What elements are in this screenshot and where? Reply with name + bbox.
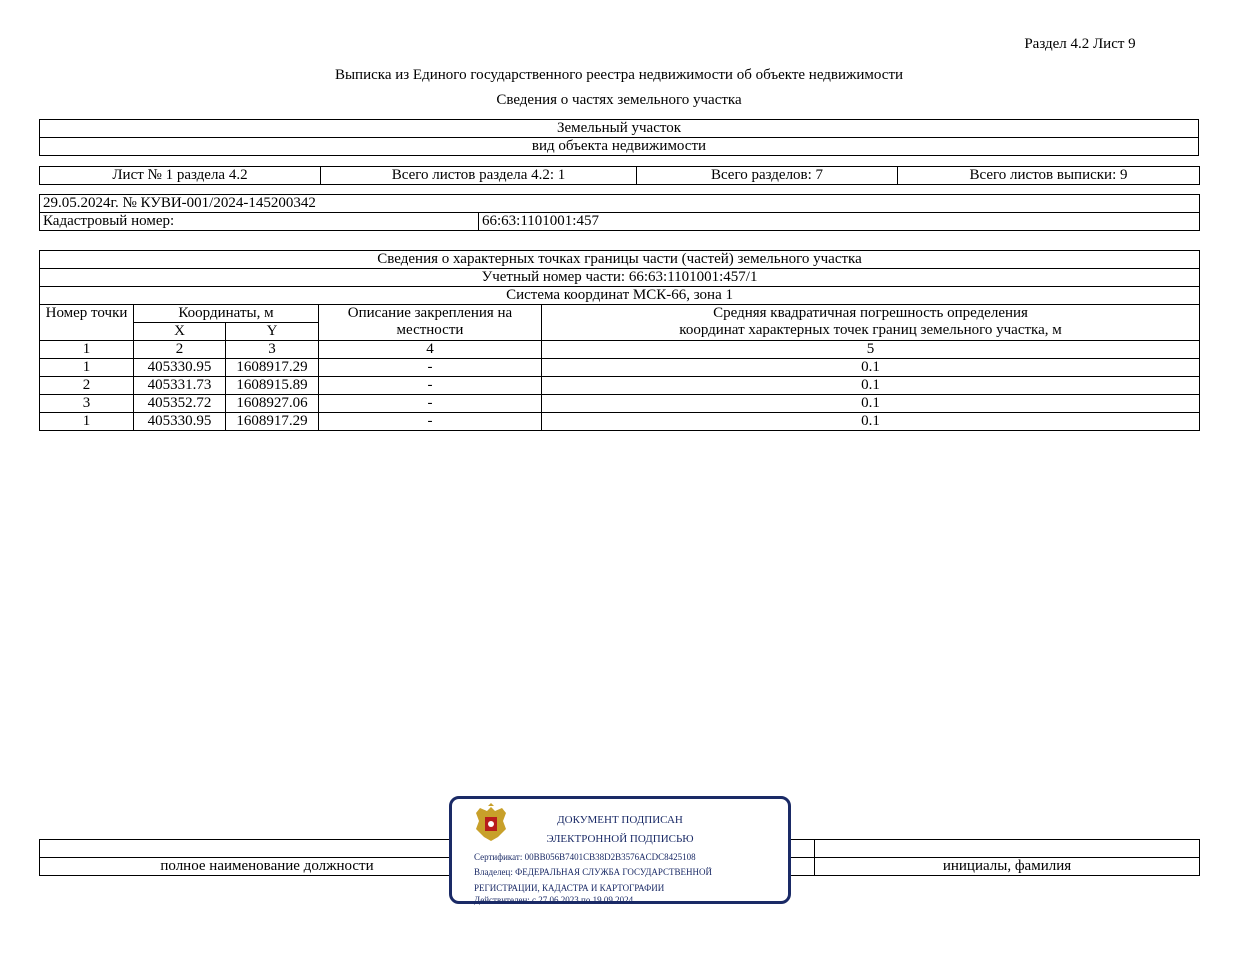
stamp-certificate: Сертификат: 00BB056B7401CB38D2B3576ACDC8425108 (474, 852, 696, 862)
stamp-owner-l1: Владелец: ФЕДЕРАЛЬНАЯ СЛУЖБА ГОСУДАРСТВЕННОЙ (474, 867, 713, 877)
section-sheet-label: Раздел 4.2 Лист 9 (1024, 36, 1136, 52)
cadastral-label: Кадастровый номер: (40, 213, 479, 231)
stamp-valid: Действителен: с 27.06.2023 по 19.09.2024 (474, 895, 634, 905)
col-number: 4 (319, 341, 542, 359)
description: - (319, 413, 542, 431)
header-y: Y (226, 323, 319, 341)
coord-system: Система координат МСК-66, зона 1 (40, 287, 1200, 305)
total-sheets: Всего листов выписки: 9 (898, 167, 1200, 185)
coord-y: 1608917.29 (226, 359, 319, 377)
table-row (40, 395, 1200, 413)
coord-x: 405330.95 (134, 413, 226, 431)
header-description-l1: Описание закрепления на (347, 305, 513, 321)
point-number: 1 (40, 413, 134, 431)
name-label: инициалы, фамилия (815, 858, 1200, 876)
header-point: Номер точки (40, 305, 134, 341)
part-number: Учетный номер части: 66:63:1101001:457/1 (40, 269, 1200, 287)
error-value: 0.1 (542, 413, 1200, 431)
doc-info-table (39, 194, 1200, 231)
header-description-l2: местности (396, 322, 464, 338)
stamp-line2: ЭЛЕКТРОННОЙ ПОДПИСЬЮ (546, 833, 694, 845)
table-row (40, 377, 1200, 395)
error-value: 0.1 (542, 395, 1200, 413)
header-error-l1: Средняя квадратичная погрешность определения (713, 305, 1028, 321)
header-coords: Координаты, м (134, 305, 319, 323)
signature-blank (40, 840, 495, 858)
header-x: X (134, 323, 226, 341)
cadastral-value: 66:63:1101001:457 (479, 213, 1200, 231)
col-number: 1 (40, 341, 134, 359)
total-sections: Всего разделов: 7 (637, 167, 898, 185)
object-type-table (39, 119, 1199, 156)
object-type-label: вид объекта недвижимости (40, 138, 1199, 156)
point-number: 3 (40, 395, 134, 413)
coord-x: 405331.73 (134, 377, 226, 395)
description: - (319, 377, 542, 395)
object-type-value: Земельный участок (40, 120, 1199, 138)
error-value: 0.1 (542, 359, 1200, 377)
electronic-signature-stamp (449, 796, 791, 904)
coord-x: 405330.95 (134, 359, 226, 377)
col-number: 3 (226, 341, 319, 359)
table-row (40, 359, 1200, 377)
header-error (542, 305, 1200, 341)
points-table (39, 250, 1200, 431)
document-subtitle: Сведения о частях земельного участка (496, 92, 742, 108)
header-description (319, 305, 542, 341)
coord-x: 405352.72 (134, 395, 226, 413)
table-row (40, 413, 1200, 431)
signature-blank (815, 840, 1200, 858)
point-number: 1 (40, 359, 134, 377)
col-number: 2 (134, 341, 226, 359)
stamp-line1: ДОКУМЕНТ ПОДПИСАН (557, 814, 683, 826)
sheet-number: Лист № 1 раздела 4.2 (40, 167, 321, 185)
date-number: 29.05.2024г. № КУВИ-001/2024-145200342 (40, 195, 1200, 213)
position-label: полное наименование должности (40, 858, 495, 876)
stamp-owner-l2: РЕГИСТРАЦИИ, КАДАСТРА И КАРТОГРАФИИ (474, 883, 665, 893)
sheet-info-table (39, 166, 1200, 185)
error-value: 0.1 (542, 377, 1200, 395)
description: - (319, 395, 542, 413)
header-error-l2: координат характерных точек границ земельного участка, м (679, 322, 1062, 338)
col-number: 5 (542, 341, 1200, 359)
total-sheets-section: Всего листов раздела 4.2: 1 (321, 167, 637, 185)
description: - (319, 359, 542, 377)
points-title: Сведения о характерных точках границы части (частей) земельного участка (40, 251, 1200, 269)
point-number: 2 (40, 377, 134, 395)
coord-y: 1608915.89 (226, 377, 319, 395)
document-title: Выписка из Единого государственного реестра недвижимости об объекте недвижимости (334, 67, 904, 83)
coord-y: 1608927.06 (226, 395, 319, 413)
coord-y: 1608917.29 (226, 413, 319, 431)
